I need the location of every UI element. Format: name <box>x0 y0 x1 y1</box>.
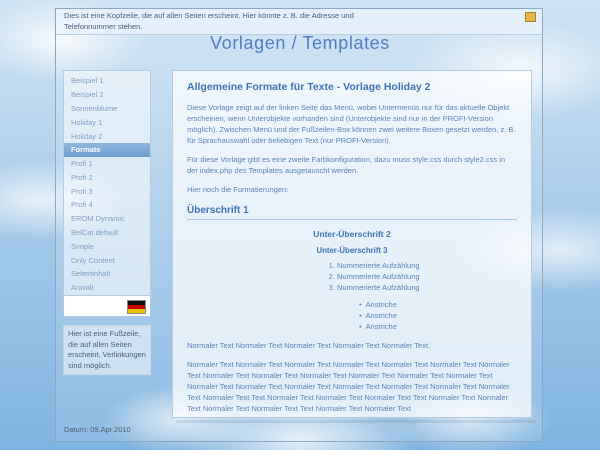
language-select-box[interactable] <box>63 295 151 317</box>
content-paragraph-3: Hier noch die Formatierungen: <box>187 185 289 194</box>
content-paragraph-4: Normaler Text Normaler Text Normaler Text Normaler Text Normaler Text. <box>187 341 431 350</box>
sidebar-item-beispiel-2[interactable]: Beispiel 2 <box>71 90 104 100</box>
content-title: Allgemeine Formate für Texte - Vorlage Holiday 2 <box>187 81 431 93</box>
footer-note: Hier ist eine Fußzeile, die auf allen Seiten erscheint. Verlinkungen sind möglich. <box>63 325 151 375</box>
list-item: 3. Nummerierte Aufzählung <box>337 282 517 293</box>
header-text: Dies ist eine Kopfzeile, die auf allen Seiten erscheint. Hier könnte z. B. die Adresse und Telefonnummer stehen. <box>64 11 354 31</box>
content-paragraph-2: Für diese Vorlage gibt es eine zweite Farbkonfiguration, dazu muss style.css durch style2.css in der index.php des Templates ausgetauscht werden. <box>187 155 506 175</box>
content-paragraph-1: Diese Vorlage zeigt auf der linken Seite das Menü, wobei Untermenüs nur für das aktuelle Objekt erscheinen, wenn Unterobjekte vorhanden sind (Unterobjekte sind nur in der PROFI-Version möglich). Zwischen Menü und der Fußzeilen-Box können zwei weitere Boxen gesetzt werden, z. B. für Sprachauswahl oder beliebigen Text (nur PROFI-Version). <box>187 103 516 145</box>
content-shadow <box>176 420 536 423</box>
content-heading-3: Unter-Überschrift 3 <box>316 246 388 255</box>
sidebar-item-formate[interactable]: Formate <box>64 143 150 157</box>
sidebar-item-erom-dynamic[interactable]: EROM Dynamic <box>71 214 125 224</box>
list-item: • Anstriche <box>359 299 517 310</box>
sidebar-item-belcat-default[interactable]: BelCat default <box>71 227 119 237</box>
content-panel <box>172 70 532 418</box>
sidebar-item-profi-4[interactable]: Profi 4 <box>71 200 93 210</box>
content-paragraph-5: Normaler Text Normaler Text Normaler Text Normaler Text Normaler Text Normaler Text Normaler Text Normaler Text Normaler Text Normaler Text Normaler Text Normaler Text Normaler Text Normaler Text Normaler Text Normaler Text Normaler Text Normaler Text Normaler Text Normaler Text Normaler Text Text Normaler Text Normaler Text Normaler Text Text Normaler Text Normaler Text Normaler Text Normaler Text Text Normaler Text Normaler Text <box>187 360 510 413</box>
sidebar-item-profi-1[interactable]: Profi 1 <box>71 159 93 169</box>
sidebar-item-anwalt[interactable]: Anwalt <box>71 283 94 293</box>
sidebar-item-holiday-1[interactable]: Holiday 1 <box>71 117 103 127</box>
sidebar-item-simple[interactable]: Simple <box>71 241 94 251</box>
content-heading-1: Überschrift 1 <box>187 205 517 220</box>
sidebar-menu <box>63 70 151 299</box>
page-title: Vorlagen / Templates <box>210 33 390 53</box>
sidebar-item-profi-2[interactable]: Profi 2 <box>71 172 93 182</box>
sidebar-item-beispiel-1[interactable]: Beispiel 1 <box>71 76 104 86</box>
bullet-list <box>187 299 517 332</box>
sidebar-item-sonnenblume[interactable]: Sonnenblume <box>71 103 118 113</box>
list-item: • Anstriche <box>359 310 517 321</box>
sidebar-item-seiteninhalt[interactable]: Seiteninhalt <box>71 269 111 279</box>
list-item: 1. Nummerierte Aufzählung <box>337 260 517 271</box>
date-label: Datum: 09.Apr.2010 <box>64 425 131 434</box>
sidebar-item-profi-3[interactable]: Profi 3 <box>71 186 93 196</box>
content-heading-2: Unter-Überschrift 2 <box>313 229 391 239</box>
german-flag-icon[interactable] <box>127 300 146 314</box>
mail-icon[interactable] <box>525 12 536 22</box>
numbered-list <box>187 260 517 293</box>
list-item: 2. Nummerierte Aufzählung <box>337 271 517 282</box>
sidebar-item-holiday-2[interactable]: Holiday 2 <box>71 131 103 141</box>
sidebar-item-only-content[interactable]: Only Content <box>71 255 115 265</box>
list-item: • Anstriche <box>359 321 517 332</box>
